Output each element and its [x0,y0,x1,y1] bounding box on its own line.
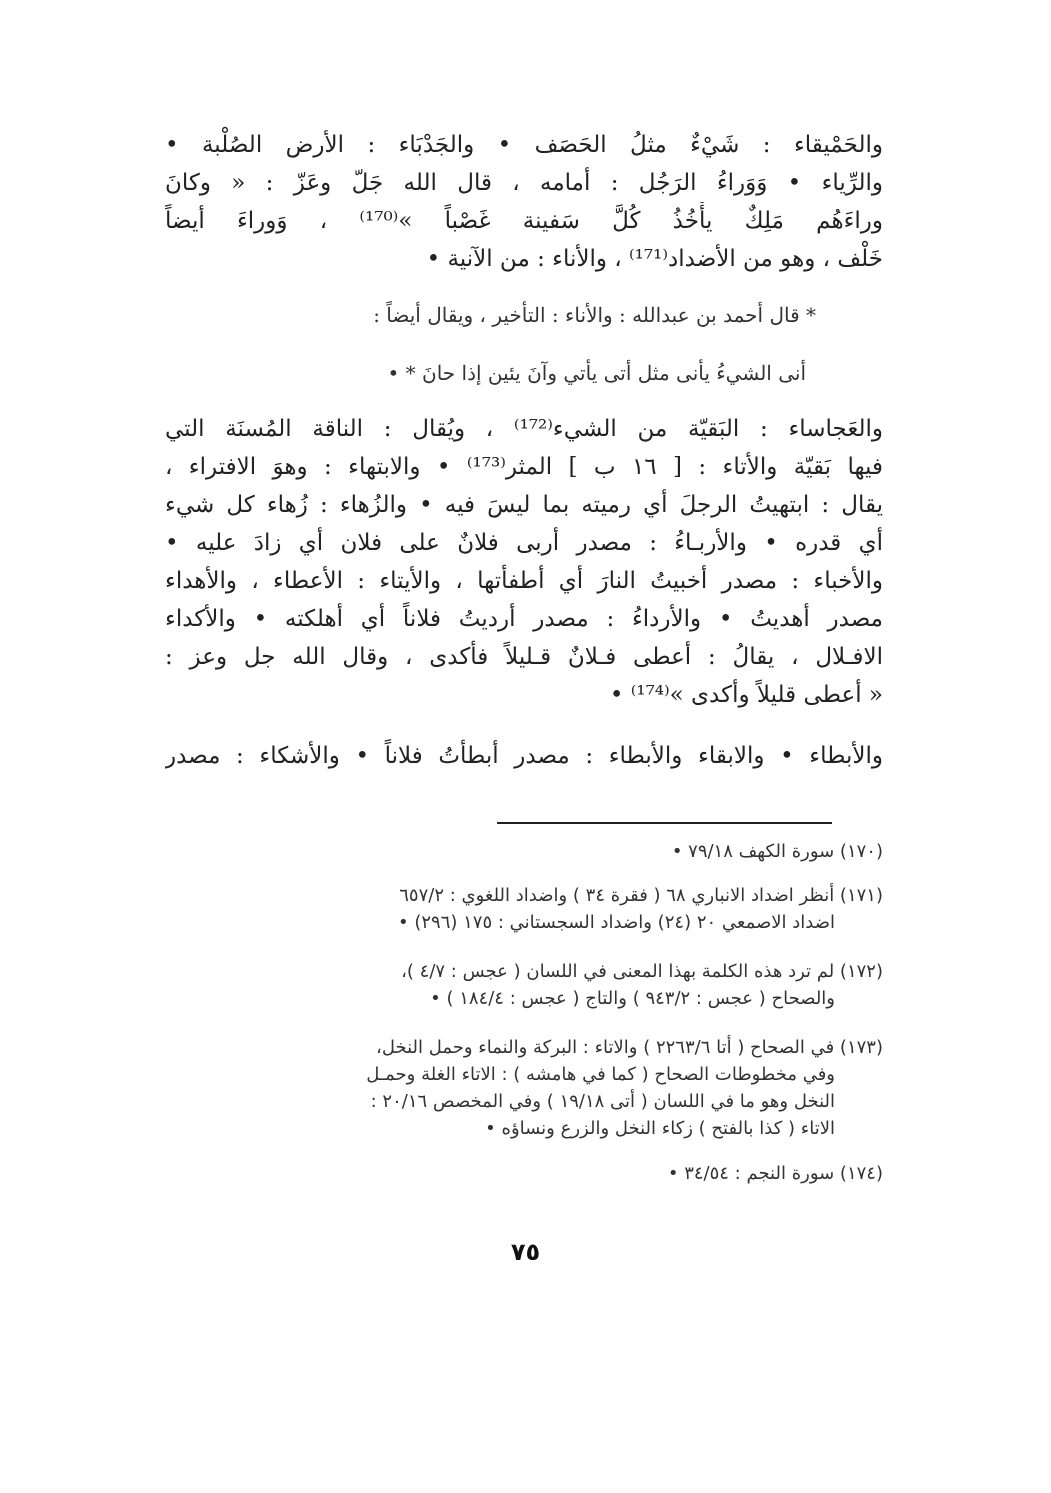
text-line: والأبطاء • والابقاء والأبطاء : مصدر أبطأتُ فلاناً • والأشكاء : مصدر [165,743,883,769]
footnote-171 [398,882,883,936]
quote-verse: أنى الشيءُ يأنى مثل أتى يأتي وآنَ يئين إذا حانَ * • [387,361,806,385]
paragraph-3 [165,737,883,775]
footnote-174 [668,1160,883,1187]
text-line: يقال : ابتهيتُ الرجلَ أي رميته بما ليسَ فيه • والزُهاء : زُهاء كل شيء [165,492,883,518]
footnote-170 [672,838,883,865]
footnote-line: والصحاح ( عجس : ٩٤٣/٢ ) والتاج ( عجس : ١٨٤/٤ ) • [430,988,835,1009]
footnote-line: (١٧١) أنظر اضداد الانباري ٦٨ ( فقرة ٣٤ ) واضداد اللغوي : ٦٥٧/٢ [399,885,883,906]
footnotes [165,838,883,1198]
text-line: فيها بَقيّة والأتاء : [ ١٦ ب ] المثر⁽¹⁷³⁾ • والابتهاء : وهوَ الافتراء ، [165,454,883,480]
footnote-line: الاتاء ( كذا بالفتح ) زكاء النخل والزرع ونساؤه • [485,1118,835,1139]
footnote-172 [401,958,883,1012]
footnote-line: (١٧٢) لم ترد هذه الكلمة بهذا المعنى في اللسان ( عجس : ٤/٧ )، [401,961,883,982]
footnote-line: (١٧٠) سورة الكهف ٧٩/١٨ • [671,841,883,862]
footnote-separator [497,822,832,824]
paragraph-2 [165,410,883,714]
text-line: « أعطى قليلاً وأكدى »⁽¹⁷⁴⁾ • [609,682,883,708]
quote-intro: * قال أحمد بن عبدالله : والأناء : التأخير ، ويقال أيضاً : [373,303,816,327]
footnote-line: اضداد الاصمعي ٢٠ (٢٤) واضداد السجستاني : ١٧٥ (٢٩٦) • [397,912,835,933]
footnote-line: (١٧٤) سورة النجم : ٣٤/٥٤ • [667,1163,883,1184]
page-number: ٧٥ [510,1238,541,1266]
text-line: خَلْف ، وهو من الأضداد⁽¹⁷¹⁾ ، والأناء : من الآنية • [426,246,883,272]
text-line: مصدر أهديتُ • والأرداءُ : مصدر أرديتُ فلاناً أي أهلكته • والأكداء [165,606,883,632]
text-line: الافـلال ، يقالُ : أعطى فـلانٌ قـليلاً فأكدى ، وقال الله جل وعز : [165,644,883,670]
footnote-line: وفي مخطوطات الصحاح ( كما في هامشه ) : الاتاء الغلة وحمـل [366,1064,835,1085]
footnote-line: النخل وهو ما في اللسان ( أتى ١٩/١٨ ) وفي المخصص ٢٠/١٦ : [370,1091,835,1112]
text-line: والعَجاساء : البَقيّة من الشيء⁽¹⁷²⁾ ، ويُقال : الناقة المُسنَة التي [165,416,883,442]
text-line: أي قدره • والأربـاءُ : مصدر أربى فلانٌ على فلان أي زادَ عليه • [165,530,883,556]
text-line: والحَمْيقاء : شَيْءٌ مثلُ الحَصَف • والجَدْبَاء : الأرض الصُلْبة • [165,132,883,158]
footnote-line: (١٧٣) في الصحاح ( أتا ٢٢٦٣/٦ ) والاتاء : البركة والنماء وحمل النخل، [376,1037,883,1058]
footnote-173 [366,1034,883,1142]
text-line: والرِّياء • وَوَراءُ الرَجُل : أمامه ، قال الله جَلّ وعَزّ : « وكانَ [165,170,883,196]
paragraph-1 [165,126,883,278]
text-line: والأخباء : مصدر أخبيتُ النارَ أي أطفأتها ، والأيتاء : الأعطاء ، والأهداء [165,568,883,594]
text-line: وراءَهُم مَلِكٌ يأْخُذُ كُلَّ سَفينة غَصْباً »⁽¹⁷⁰⁾ ، وَوراءَ أيضاً [165,208,883,234]
